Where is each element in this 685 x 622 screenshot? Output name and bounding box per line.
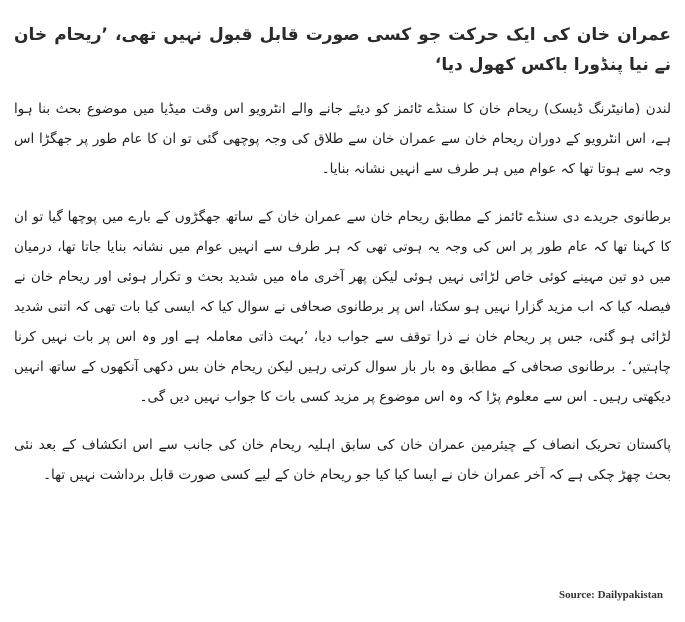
article-paragraph-3: پاکستان تحریک انصاف کے چیئرمین عمران خان کی سابق اہلیہ ریحام خان کی جانب سے اس انکشاف کے بعد نئی بحث چھڑ چکی ہے کہ آخر عمران خان نے ایسا کیا کیا جو ریحام خان کے لیے کسی صورت قابل برداشت نہیں تھا۔ <box>14 437 671 483</box>
article-paragraph-1: لندن (مانیٹرنگ ڈیسک) ریحام خان کا سنڈے ٹائمز کو دیئے جانے والے انٹرویو اس وقت میڈیا میں موضوع بحث بنا ہوا ہے، اس انٹرویو کے دوران ریحام خان سے عمران خان سے طلاق کی وجہ پوچھی گئی تو ان کا عام طور پر جھگڑا اس وجہ سے ہوتا تھا کہ عوام میں ہر طرف سے انہیں نشانہ بنایا۔ <box>14 101 671 177</box>
source-credit: Source: Dailypakistan <box>558 589 663 601</box>
article-headline: عمران خان کی ایک حرکت جو کسی صورت قابل قبول نہیں تھی، ’ریحام خان نے نیا پنڈورا باکس کھول دیا‘ <box>14 25 671 75</box>
article-paragraph-2: برطانوی جریدے دی سنڈے ٹائمز کے مطابق ریحام خان سے عمران خان کے ساتھ جھگڑوں کے بارے میں پوچھا گیا تو ان کا کہنا تھا کہ عام طور پر اس کی وجہ یہ ہوتی تھی کہ ہر طرف سے انہیں عوام میں نشانہ بنایا جاتا تھا، درمیان میں دو تین مہینے کوئی خاص لڑائی نہیں ہوئی لیکن پھر آخری ماہ میں شدید بحث و تکرار ہوئی اور ریحام خان نے فیصلہ کیا کہ اب مزید گزارا نہیں ہو سکتا، اس پر برطانوی صحافی نے سوال کیا کہ ایسی کیا بات تھی کہ اتنی شدید لڑائی ہو گئی، جس پر ریحام خان نے ذرا توقف سے جواب دیا، ’بہت ذاتی معاملہ ہے اور وہ اس پر بات نہیں کرنا چاہتیں‘۔ برطانوی صحافی کے مطابق وہ بار بار سوال کرتی رہیں لیکن ریحام خان بس دکھی آنکھوں کے ساتھ انہیں دیکھتی رہیں۔ اس سے معلوم پڑا کہ وہ اس موضوع پر مزید کسی بات کا جواب نہیں دیں گی۔ <box>14 209 671 405</box>
article <box>14 20 671 508</box>
